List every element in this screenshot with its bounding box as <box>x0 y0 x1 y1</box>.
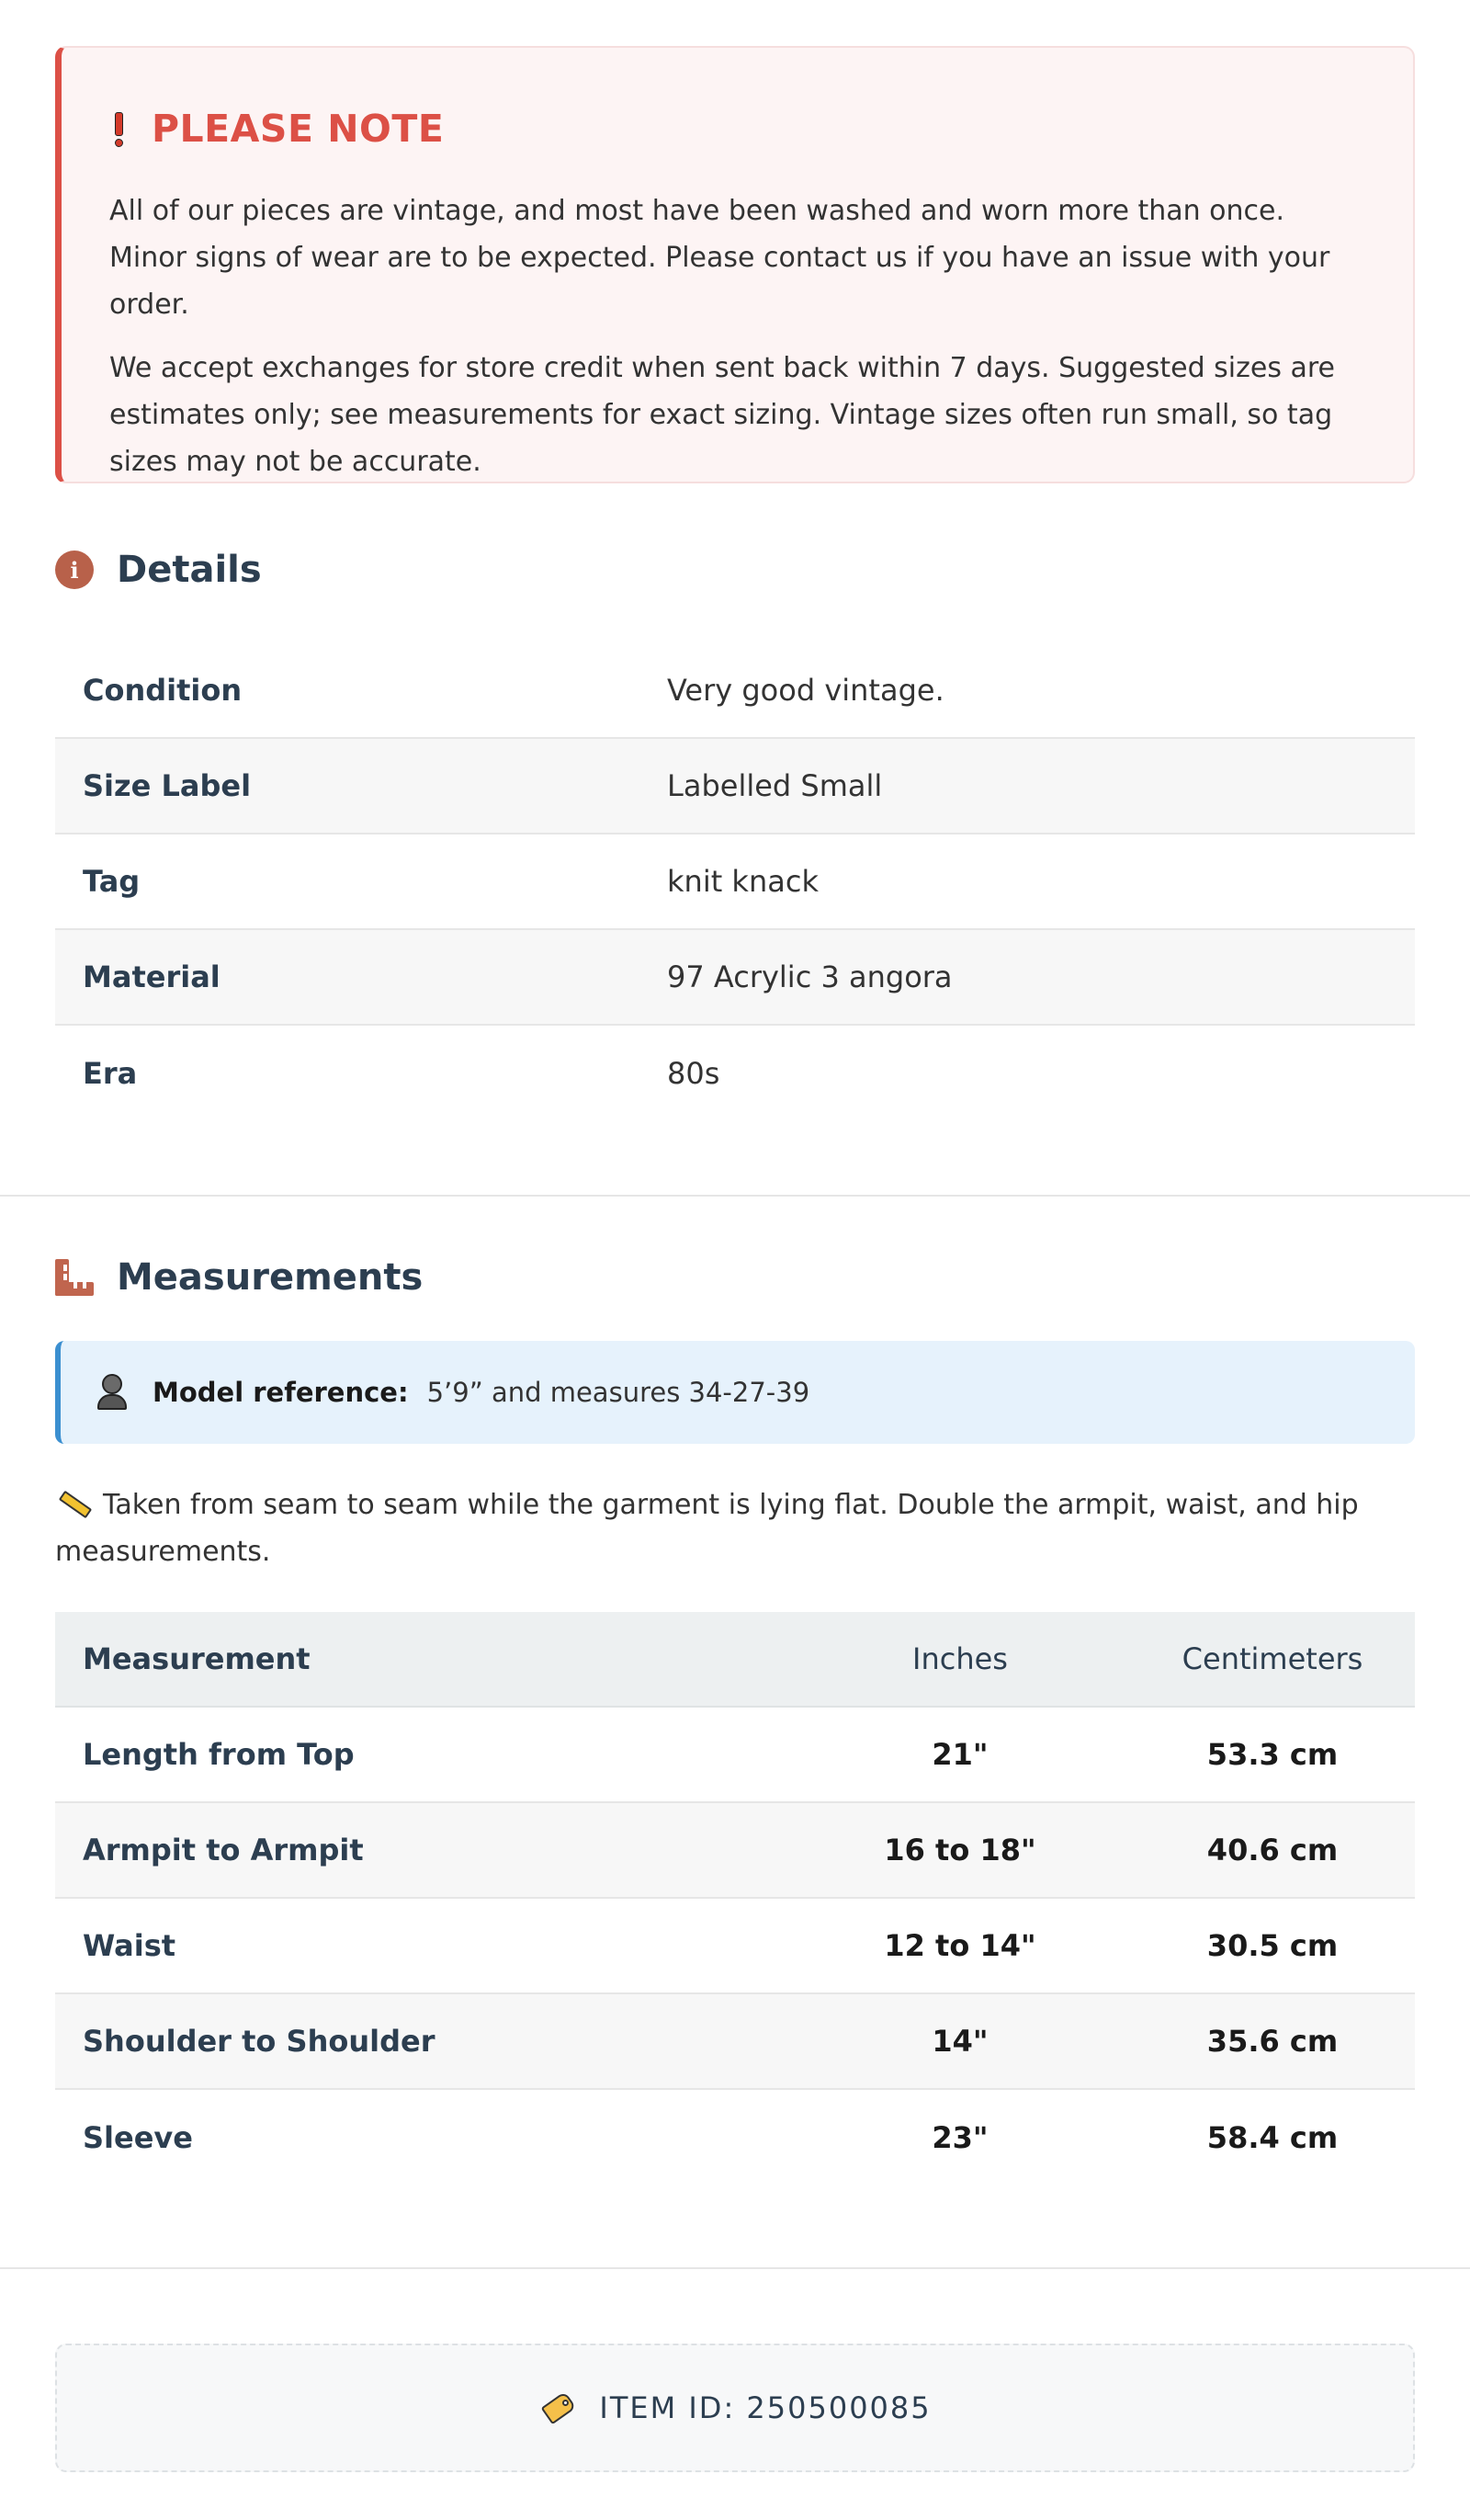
model-reference-label: Model reference: <box>153 1377 409 1408</box>
item-id-text: ITEM ID: 250500085 <box>599 2390 932 2425</box>
details-row <box>55 1026 1415 1121</box>
measurement-cm: 30.5 cm <box>1206 1928 1339 1963</box>
column-header: Centimeters <box>1182 1641 1363 1676</box>
measurement-inches: 14" <box>932 2024 989 2059</box>
details-table <box>55 643 1415 1121</box>
measurement-inches: 23" <box>932 2120 989 2155</box>
measurement-name: Shoulder to Shoulder <box>83 2024 435 2059</box>
person-icon <box>96 1374 129 1411</box>
note-paragraph-2: We accept exchanges for store credit when sent back within 7 days. Suggested sizes are estimates only; see measurements for exact sizing. Vintage sizes often run small, so tag sizes may not be accurate. <box>109 352 1336 478</box>
measurement-note-text: Taken from seam to seam while the garment is lying flat. Double the armpit, waist, and hip measurements. <box>55 1489 1359 1568</box>
details-header <box>55 549 262 591</box>
measurement-inches: 16 to 18" <box>884 1833 1036 1867</box>
model-reference-box <box>55 1341 1415 1444</box>
item-id-box <box>55 2344 1415 2472</box>
details-row <box>55 834 1415 930</box>
info-icon: i <box>55 551 94 589</box>
tag-icon <box>538 2390 577 2425</box>
details-row <box>55 739 1415 834</box>
table-row <box>55 1899 1415 1994</box>
measurement-name: Waist <box>83 1928 176 1963</box>
measurements-table <box>55 1612 1415 2185</box>
note-paragraph-1: All of our pieces are vintage, and most have been washed and worn more than once. Minor signs of wear are to be expected. Please contact us if you have an issue with your order. <box>109 195 1330 321</box>
table-row <box>55 2090 1415 2185</box>
table-row <box>55 1803 1415 1899</box>
please-note-box <box>55 46 1415 483</box>
measurement-name: Sleeve <box>83 2120 193 2155</box>
details-value: 97 Acrylic 3 angora <box>667 959 953 994</box>
model-reference-text: 5’9” and measures 34-27-39 <box>426 1377 810 1408</box>
measurement-name: Armpit to Armpit <box>83 1833 364 1867</box>
measurement-cm: 58.4 cm <box>1206 2120 1339 2155</box>
details-label: Material <box>83 959 220 994</box>
table-row <box>55 1994 1415 2090</box>
measurement-cm: 53.3 cm <box>1206 1737 1339 1772</box>
details-row <box>55 930 1415 1026</box>
details-label: Tag <box>83 864 141 899</box>
details-value: knit knack <box>667 864 819 899</box>
measurement-inches: 12 to 14" <box>884 1928 1036 1963</box>
column-header: Measurement <box>83 1641 311 1676</box>
details-label: Condition <box>83 673 243 708</box>
details-label: Era <box>83 1056 138 1091</box>
note-header <box>109 107 444 151</box>
table-header-row <box>55 1612 1415 1708</box>
exclamation-icon <box>109 110 128 147</box>
ruler-icon <box>55 1259 94 1296</box>
details-row <box>55 643 1415 739</box>
measurement-note <box>55 1481 1415 1575</box>
measurements-header <box>55 1256 423 1299</box>
measurement-cm: 40.6 cm <box>1206 1833 1339 1867</box>
pencil-icon <box>55 1490 92 1517</box>
note-title: PLEASE NOTE <box>152 107 445 151</box>
table-row <box>55 1708 1415 1803</box>
details-value: Very good vintage. <box>667 673 944 708</box>
details-value: 80s <box>667 1056 720 1091</box>
details-label: Size Label <box>83 768 252 803</box>
section-divider <box>0 1195 1470 1197</box>
measurement-name: Length from Top <box>83 1737 355 1772</box>
column-header: Inches <box>912 1641 1008 1676</box>
measurement-inches: 21" <box>932 1737 989 1772</box>
measurements-title: Measurements <box>117 1256 424 1299</box>
measurement-cm: 35.6 cm <box>1206 2024 1339 2059</box>
section-divider <box>0 2267 1470 2269</box>
details-title: Details <box>117 549 262 591</box>
details-value: Labelled Small <box>667 768 883 803</box>
